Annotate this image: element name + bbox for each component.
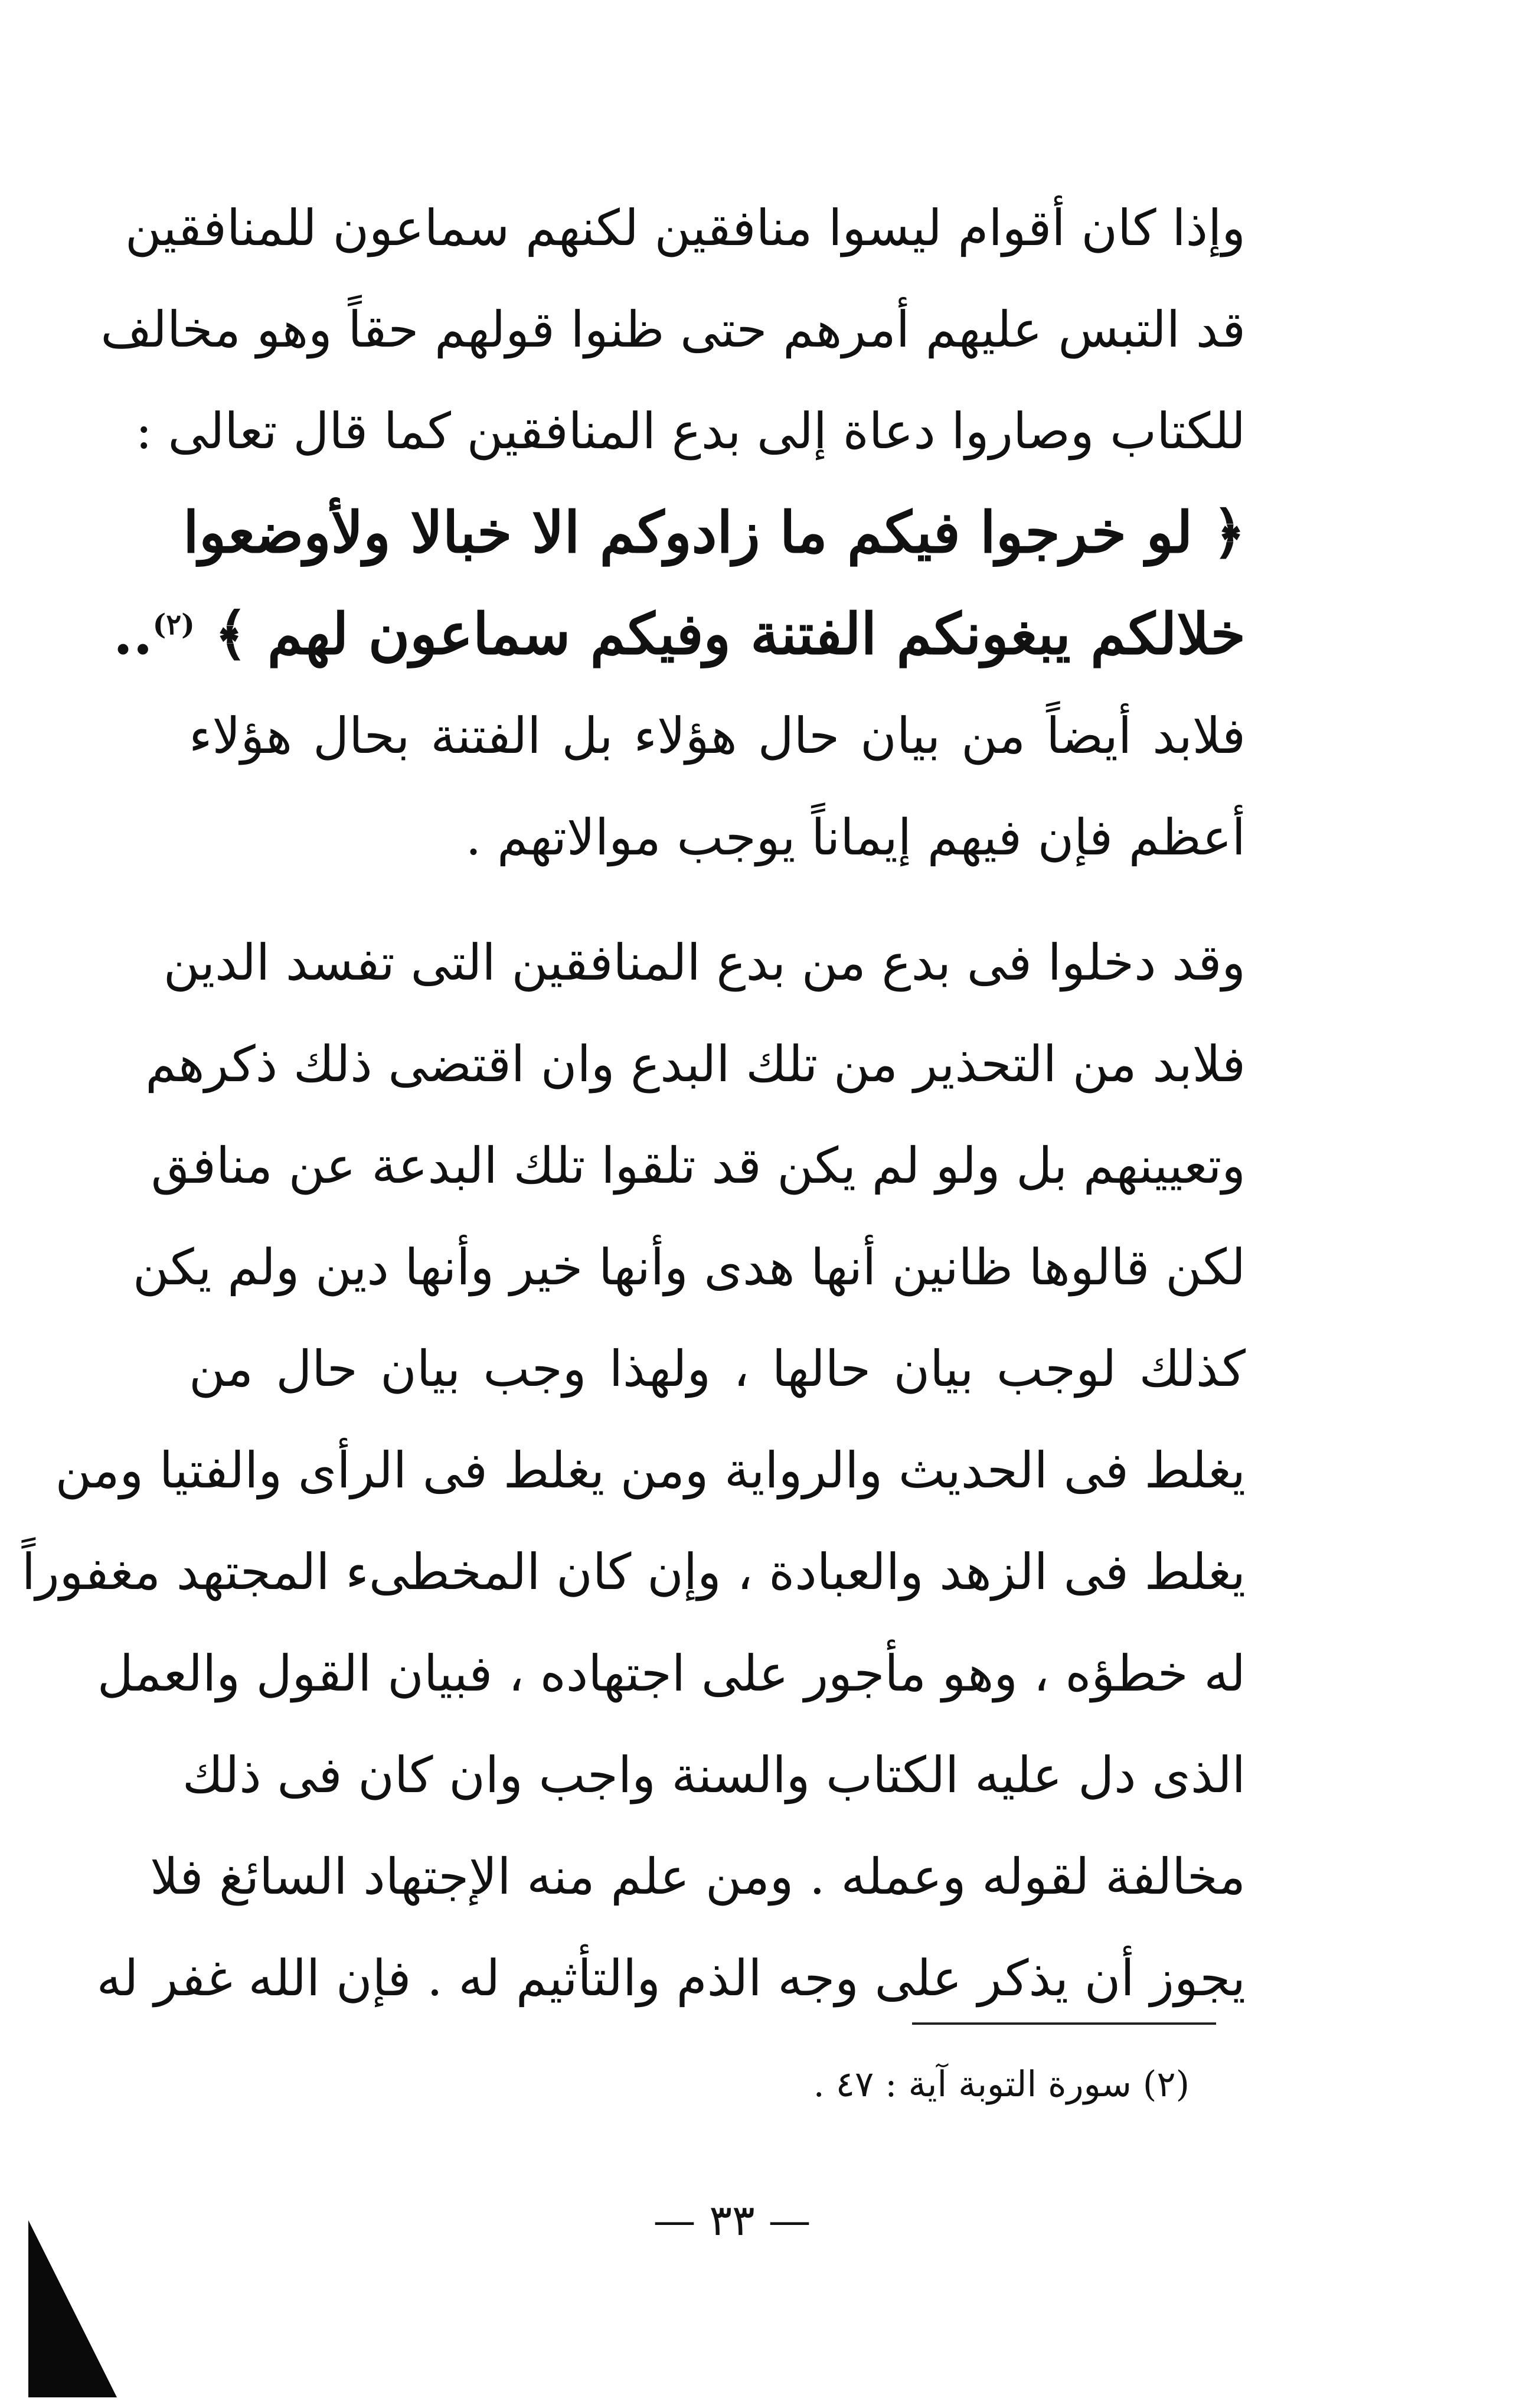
text-line: وقد دخلوا فى بدع من بدع المنافقين التى تفسد الدين bbox=[163, 934, 1246, 991]
text-line: وتعيينهم بل ولو لم يكن قد تلقوا تلك البدعة عن منافق bbox=[151, 1137, 1246, 1195]
text-line: قد التبس عليهم أمرهم حتى ظنوا قولهم حقاً وهو مخالف bbox=[100, 301, 1246, 358]
verse-line-last bbox=[113, 583, 1246, 685]
footnote-separator bbox=[912, 2022, 1216, 2025]
verse-trailing-dots: .. bbox=[113, 601, 153, 667]
text-line: فلابد أيضاً من بيان حال هؤلاء بل الفتنة بحال هؤلاء bbox=[189, 707, 1246, 765]
text-line: يغلط فى الزهد والعبادة ، وإن كان المخطىء المجتهد مغفوراً bbox=[21, 1543, 1246, 1601]
paragraph-1 bbox=[100, 177, 1246, 482]
paragraph-gap bbox=[189, 888, 1246, 912]
footnote-reference: (٢) bbox=[152, 608, 195, 641]
text-line: أعظم فإن فيهم إيماناً يوجب موالاتهم . bbox=[465, 808, 1246, 866]
footnote: (٢) سورة التوبة آية : ٤٧ . bbox=[813, 2064, 1190, 2105]
verse-text: خلالكم يبغونكم الفتنة وفيكم سماعون لهم ﴾ bbox=[214, 601, 1246, 667]
text-line: وإذا كان أقوام ليسوا منافقين لكنهم سماعون للمنافقين bbox=[125, 199, 1246, 257]
text-line: فلابد من التحذير من تلك البدع وان اقتضى ذلك ذكرهم bbox=[145, 1035, 1246, 1093]
text-line: الذى دل عليه الكتاب والسنة واجب وان كان فى ذلك bbox=[182, 1746, 1246, 1804]
text-line: له خطؤه ، وهو مأجور على اجتهاده ، فبيان القول والعمل bbox=[97, 1645, 1246, 1702]
paragraph-2 bbox=[189, 685, 1246, 888]
paragraph-3 bbox=[21, 912, 1246, 2029]
text-line: لكن قالوها ظانين أنها هدى وأنها خير وأنها دين ولم يكن bbox=[132, 1238, 1246, 1296]
text-line: كذلك لوجب بيان حالها ، ولهذا وجب بيان حال من bbox=[189, 1340, 1246, 1398]
text-line: للكتاب وصاروا دعاة إلى بدع المنافقين كما قال تعالى : bbox=[135, 402, 1246, 460]
page-number: — ٣٣ — bbox=[653, 2195, 811, 2245]
text-line: مخالفة لقوله وعمله . ومن علم منه الإجتهاد السائغ فلا bbox=[150, 1848, 1246, 1905]
scan-corner-mark bbox=[28, 2220, 117, 2397]
main-text bbox=[21, 177, 1246, 2029]
quran-verse bbox=[113, 482, 1246, 685]
text-line: يجوز أن يذكر على وجه الذم والتأثيم له . فإن الله غفر له bbox=[96, 1949, 1246, 2007]
verse-line: ﴿ لو خرجوا فيكم ما زادوكم الا خبالا ولأوضعوا bbox=[183, 499, 1246, 566]
text-line: يغلط فى الحديث والرواية ومن يغلط فى الرأى والفتيا ومن bbox=[55, 1441, 1246, 1499]
